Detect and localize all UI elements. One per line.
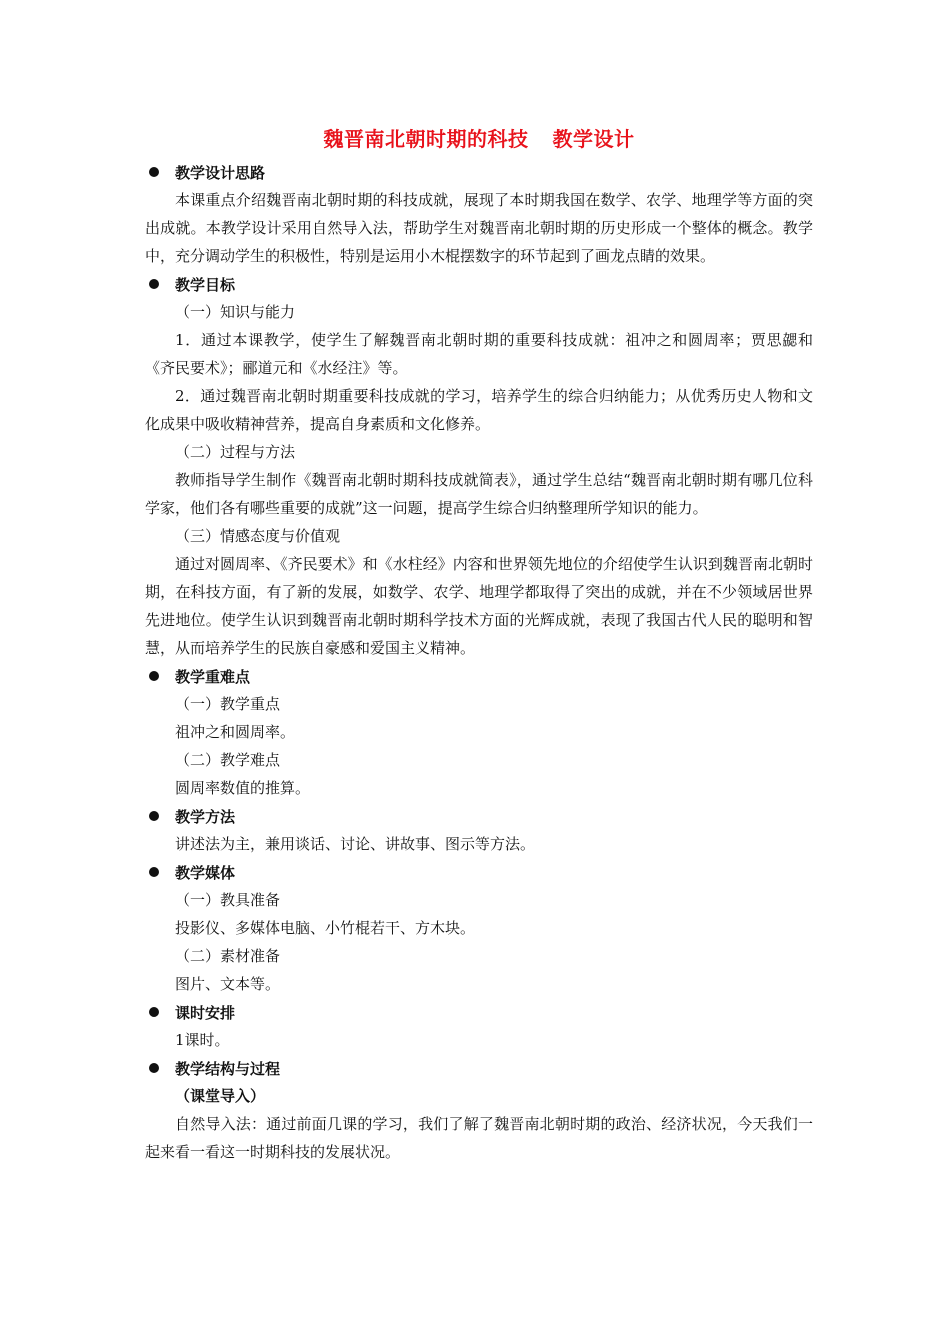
document-title: [145, 124, 813, 154]
goals-paragraph-2: 2．通过魏晋南北朝时期重要科技成就的学习，培养学生的综合归纳能力；从优秀历史人物和文化成果中吸收精神营养，提高自身素质和文化修养。: [145, 387, 813, 433]
media-sub-tools: （一）教具准备: [175, 891, 281, 909]
media-materials-text: 图片、文本等。: [175, 975, 281, 993]
section-heading-media: [145, 858, 813, 886]
document-page: [145, 118, 813, 1166]
section-heading-key-points: [145, 662, 813, 690]
key-points-sub-difficulty: （二）教学难点: [175, 751, 281, 769]
section-heading-methods: [145, 802, 813, 830]
goals-paragraph-4: 通过对圆周率、《齐民要术》和《水柱经》内容和世界领先地位的介绍使学生认识到魏晋南北朝时期，在科技方面，有了新的发展，如数学、农学、地理学都取得了突出的成就，并在不少领域居世界先进地位。使学生认识到魏晋南北朝时期科学技术方面的光辉成就，表现了我国古代人民的聪明和智慧，从而培养学生的民族自豪感和爱国主义精神。: [145, 555, 813, 657]
goals-paragraph-1: 1．通过本课教学，使学生了解魏晋南北朝时期的重要科技成就：祖冲之和圆周率；贾思勰和《齐民要术》；郦道元和《水经注》等。: [145, 331, 813, 377]
key-points-difficulty-text: 圆周率数值的推算。: [175, 779, 311, 797]
section-heading-goals: [145, 270, 813, 298]
bullet-icon: [149, 167, 159, 177]
goals-sub-process: （二）过程与方法: [175, 443, 296, 461]
goals-sub-knowledge: （一）知识与能力: [175, 303, 296, 321]
bullet-icon: [149, 279, 159, 289]
section-heading-process: [145, 1054, 813, 1082]
heading-text: 教学结构与过程: [175, 1059, 281, 1078]
section-heading-schedule: [145, 998, 813, 1026]
heading-text: 教学媒体: [175, 863, 236, 882]
heading-text: 课时安排: [175, 1003, 236, 1022]
key-points-focus-text: 祖冲之和圆周率。: [175, 723, 296, 741]
bullet-icon: [149, 1007, 159, 1017]
process-intro-text: 自然导入法：通过前面几课的学习，我们了解了魏晋南北朝时期的政治、经济状况，今天我们一起来看一看这一时期科技的发展状况。: [145, 1115, 813, 1161]
bullet-icon: [149, 867, 159, 877]
title-main: 魏晋南北朝时期的科技: [323, 127, 529, 151]
media-sub-materials: （二）素材准备: [175, 947, 281, 965]
heading-text: 教学目标: [175, 275, 236, 294]
bullet-icon: [149, 1063, 159, 1073]
goals-paragraph-3: 教师指导学生制作《魏晋南北朝时期科技成就简表》，通过学生总结“魏晋南北朝时期有哪几位科学家，他们各有哪些重要的成就”这一问题，提高学生综合归纳整理所学知识的能力。: [145, 471, 813, 517]
section-heading-design-idea: [145, 158, 813, 186]
bullet-icon: [149, 811, 159, 821]
process-sub-intro: （课堂导入）: [175, 1087, 266, 1105]
heading-text: 教学重难点: [175, 667, 251, 686]
heading-text: 教学设计思路: [175, 163, 266, 182]
goals-sub-attitude: （三）情感态度与价值观: [175, 527, 341, 545]
heading-text: 教学方法: [175, 807, 236, 826]
title-sub: 教学设计: [552, 127, 635, 151]
bullet-icon: [149, 671, 159, 681]
schedule-text: 1课时。: [175, 1031, 230, 1049]
key-points-sub-focus: （一）教学重点: [175, 695, 281, 713]
media-tools-text: 投影仪、多媒体电脑、小竹棍若干、方木块。: [175, 919, 476, 937]
methods-text: 讲述法为主，兼用谈话、讨论、讲故事、图示等方法。: [175, 835, 536, 853]
design-idea-paragraph: 本课重点介绍魏晋南北朝时期的科技成就，展现了本时期我国在数学、农学、地理学等方面的突出成就。本教学设计采用自然导入法，帮助学生对魏晋南北朝时期的历史形成一个整体的概念。教学中，充分调动学生的积极性，特别是运用小木棍摆数字的环节起到了画龙点睛的效果。: [145, 191, 813, 265]
